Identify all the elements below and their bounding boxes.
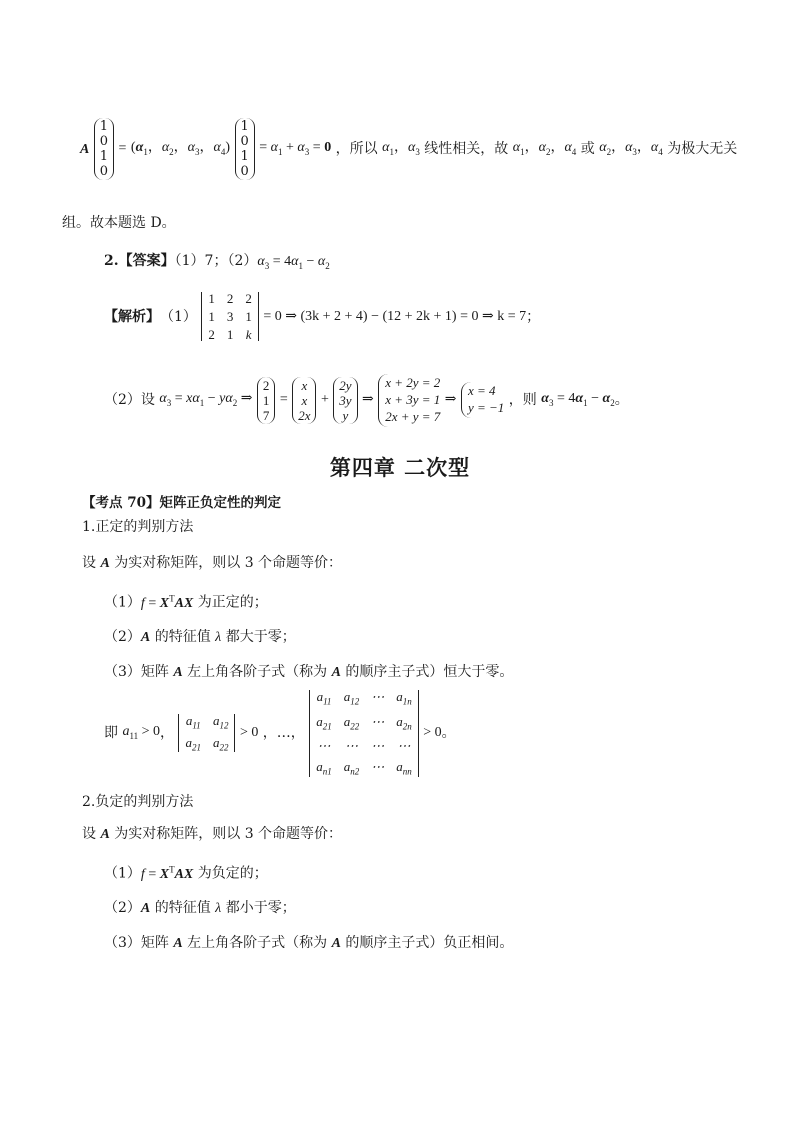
sum-expr: = $\alpha_1 + \alpha_3 = 0$ — [259, 140, 332, 157]
equation-row: 2x + y = 7 — [385, 408, 441, 424]
part2-prefix: （2）设 — [104, 392, 155, 409]
prop-1-2: （2）A 的特征值 λ 都大于零； — [104, 629, 296, 645]
equation-row: x + 3y = 1 — [385, 391, 441, 407]
vector-entry: 2x — [298, 407, 311, 423]
det-cell: 1 — [245, 309, 252, 324]
answer-part2-expr: $\alpha_3 = 4\alpha_1 - \alpha_2$ — [257, 254, 330, 271]
vector-row: ($\alpha_1$，$\alpha_2$，$\alpha_3$，$\alpha_4$) — [130, 140, 231, 157]
column-a2 — [333, 377, 357, 424]
maximal-text: 为极大无关 — [667, 141, 738, 157]
vector-entry: y — [342, 407, 349, 423]
column-a3 — [257, 377, 276, 424]
det-cell: 1 — [226, 327, 234, 342]
column-vector-1010: 1 0 1 0 — [94, 118, 114, 180]
column-a1 — [292, 377, 316, 424]
det-cell: 2 — [226, 291, 234, 306]
prop-1-1: $(1)f = X^TAX$ 为正定的； — [104, 593, 268, 611]
analysis-eq1: = 0 ⇒ (3k + 2 + 4) − (12 + 2k + 1) = 0 ⇒ k = 7 — [263, 308, 527, 324]
minor-2x2: $a_{11}$ $a_{12}$ $a_{21}$ $a_{22}$ — [178, 714, 235, 752]
eq-sign: = — [118, 141, 127, 156]
det-cell: 1 — [208, 291, 215, 306]
system-solution — [461, 382, 504, 418]
matrix-A: A — [80, 142, 90, 157]
det-cell: 2 — [208, 327, 215, 342]
analysis-label: 【解析】 — [104, 308, 160, 325]
analysis-1: 【解析】（1） 1 2 2 1 3 1 2 1 k = 0 ⇒ (3k + 2 + 4) − (12 + 2k + 1) = 0 ⇒ k = 7； — [104, 291, 541, 342]
or-text: 或 — [580, 141, 595, 157]
intro-1: 设 A 为实对称矩阵，则以 3 个命题等价： — [82, 555, 343, 571]
linear-system — [378, 374, 440, 427]
section-title: 【考点 70】矩阵正负定性的判定 — [82, 495, 281, 511]
det-cell: k — [245, 327, 252, 342]
answer-part1: （1）7；（2） — [174, 253, 258, 269]
sub-heading-1: 1.正定的判别方法 — [82, 519, 194, 535]
conclusion-line: 组。故本题选 D。 — [62, 215, 176, 231]
analysis-2: （2）设 $\alpha_3 = x\alpha_1 - y\alpha_2$ ⇒ 2 1 7 = x x 2x + 2y 3y y ⇒ x + 2y = 2 x + 3y = 1 2x + y = 7 ⇒ x = 4 y = −1 ，则 $\alpha_3 = 4\alpha_1 - \alpha_2$。 — [104, 374, 629, 427]
vector-entry: 7 — [262, 407, 270, 423]
minors-line: 即 $a_{11} > 0$， $a_{11}$ $a_{12}$ $a_{21}$ $a_{22}$ > 0 ，…， $a_{11}$ $a_{12}$ ⋯ $a_{1n}$ $a_{21}$ $a_{22}$ ⋯ $a_{2n}$ ⋯ ⋯ ⋯ ⋯ $a_{n1}$ $a_{n2}$ ⋯ $a_{nn}$ > 0。 — [104, 689, 456, 777]
det-cell: 1 — [208, 309, 215, 324]
answer-2 — [104, 254, 330, 271]
intro-2: 设 A 为实对称矩阵，则以 3 个命题等价： — [82, 826, 343, 842]
chapter-title: 第四章 二次型 — [329, 456, 471, 480]
prop-2-1: $(1)f = X^TAX$ 为负定的； — [104, 864, 268, 882]
prop-2-2: （2）A 的特征值 λ 都小于零； — [104, 900, 296, 916]
vector-entry: x — [301, 392, 308, 408]
column-vector-1010-b: 1 0 1 0 — [235, 118, 255, 180]
vector-entry: 2 — [262, 377, 270, 393]
equation-row: x + 2y = 2 — [385, 375, 441, 390]
equation-row: y = −1 — [467, 400, 505, 416]
determinant-3x3 — [201, 292, 259, 341]
prop-1-3: （3）矩阵 A 左上角各阶子式（称为 A 的顺序主子式）恒大于零。 — [104, 664, 514, 680]
vector-entry: x — [301, 377, 308, 393]
answer-label: 2.【答案】 — [104, 253, 175, 269]
minor-nxn: $a_{11}$ $a_{12}$ ⋯ $a_{1n}$ $a_{21}$ $a_{22}$ ⋯ $a_{2n}$ ⋯ ⋯ ⋯ ⋯ $a_{n1}$ $a_{n2}$ ⋯ $a_{nn}$ — [309, 690, 419, 777]
prop-2-3: （3）矩阵 A 左上角各阶子式（称为 A 的顺序主子式）负正相间。 — [104, 935, 514, 951]
dependent-text: 线性相关，故 — [424, 141, 509, 157]
vector-entry: 3y — [339, 392, 352, 408]
sub-heading-2: 2.负定的判别方法 — [82, 794, 194, 810]
vector-entry: 1 — [262, 392, 270, 408]
det-cell: 3 — [226, 309, 234, 324]
vector-entry: 2y — [339, 377, 352, 393]
equation-row: x = 4 — [467, 383, 496, 399]
eq-line-1: A 1 0 1 0 = ($\alpha_1$，$\alpha_2$，$\alpha_3$，$\alpha_4$) 1 0 1 0 = $\alpha_1 + \alpha_3 = 0$ ，所以 $\alpha_1$，$\alpha_3$ 线性相关，故 $\alpha_1$，$\alpha_2$，$\alpha_4$ 或 $\alpha_2$，$\alpha_3$，$\alpha_4$ 为极大无关 — [80, 119, 738, 179]
so-text: ，所以 — [335, 141, 378, 157]
det-cell: 2 — [245, 291, 252, 306]
